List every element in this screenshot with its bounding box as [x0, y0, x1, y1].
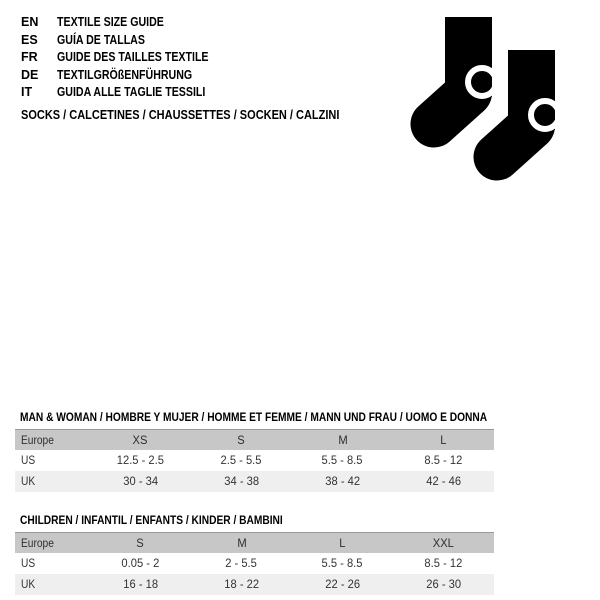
table-title	[20, 410, 494, 424]
header-cell-size: XS	[133, 433, 148, 447]
cell-region: UK	[21, 577, 36, 591]
language-code: EN	[21, 15, 39, 29]
category-line-text: SOCKS / CALCETINES / CHAUSSETTES / SOCKEN / CALZINI	[21, 108, 340, 122]
category-line	[21, 107, 383, 124]
language-label: TEXTILE SIZE GUIDE	[57, 15, 164, 29]
cell-value: 2.5 - 5.5	[221, 453, 262, 467]
table-row-us	[15, 553, 494, 574]
header-cell-region: Europe	[21, 433, 54, 447]
cell-value: 8.5 - 12	[424, 453, 463, 467]
table-header-row	[15, 429, 494, 450]
cell-value: 5.5 - 8.5	[322, 556, 363, 570]
table-row-us	[15, 450, 494, 471]
cell-value: 30 - 34	[123, 474, 158, 488]
cell-value: 22 - 26	[325, 577, 360, 591]
table-title	[20, 513, 494, 527]
table-row-uk	[15, 471, 494, 492]
cell-value: 42 - 46	[426, 474, 461, 488]
language-code: FR	[21, 50, 38, 64]
cell-value: 12.5 - 2.5	[116, 453, 165, 467]
sock-right	[497, 50, 559, 157]
language-row-it	[21, 84, 235, 102]
cell-value: 34 - 38	[224, 474, 259, 488]
header-cell-size: L	[440, 433, 447, 447]
language-row-en	[21, 14, 235, 32]
cell-value: 26 - 30	[426, 577, 461, 591]
man-woman-size-table	[15, 410, 494, 492]
cell-region: US	[21, 453, 36, 467]
cell-value: 16 - 18	[123, 577, 158, 591]
header-cell-size: L	[339, 536, 346, 550]
language-code: ES	[21, 32, 38, 47]
cell-value: 0.05 - 2	[121, 556, 160, 570]
language-label: GUÍA DE TALLAS	[57, 32, 145, 47]
header-cell-size: M	[236, 536, 247, 550]
cell-region: US	[21, 556, 36, 570]
socks-icon	[405, 10, 570, 190]
language-list	[21, 14, 235, 102]
children-size-table	[15, 513, 494, 595]
sock-left	[434, 17, 496, 124]
language-row-de	[21, 67, 235, 85]
cell-region: UK	[21, 474, 36, 488]
language-code: DE	[21, 67, 39, 82]
table-title-text: MAN & WOMAN / HOMBRE Y MUJER / HOMME ET FEMME / MANN UND FRAU / UOMO E DONNA	[20, 410, 488, 424]
table-title-text: CHILDREN / INFANTIL / ENFANTS / KINDER / BAMBINI	[20, 513, 283, 527]
language-code: IT	[21, 85, 33, 99]
cell-value: 38 - 42	[325, 474, 360, 488]
language-label: GUIDA ALLE TAGLIE TESSILI	[57, 85, 206, 99]
header-cell-size: S	[237, 433, 246, 447]
cell-value: 2 - 5.5	[225, 556, 258, 570]
language-row-es	[21, 32, 235, 50]
language-row-fr	[21, 49, 235, 67]
header-cell-size: XXL	[432, 536, 455, 550]
table-header-row	[15, 532, 494, 553]
cell-value: 5.5 - 8.5	[322, 453, 363, 467]
table-row-uk	[15, 574, 494, 595]
cell-value: 8.5 - 12	[424, 556, 463, 570]
cell-value: 18 - 22	[224, 577, 259, 591]
language-label: TEXTILGRÖßENFÜHRUNG	[57, 67, 193, 82]
language-label: GUIDE DES TAILLES TEXTILE	[57, 50, 209, 64]
header-cell-size: S	[136, 536, 145, 550]
header-cell-region: Europe	[21, 536, 54, 550]
header-cell-size: M	[337, 433, 348, 447]
